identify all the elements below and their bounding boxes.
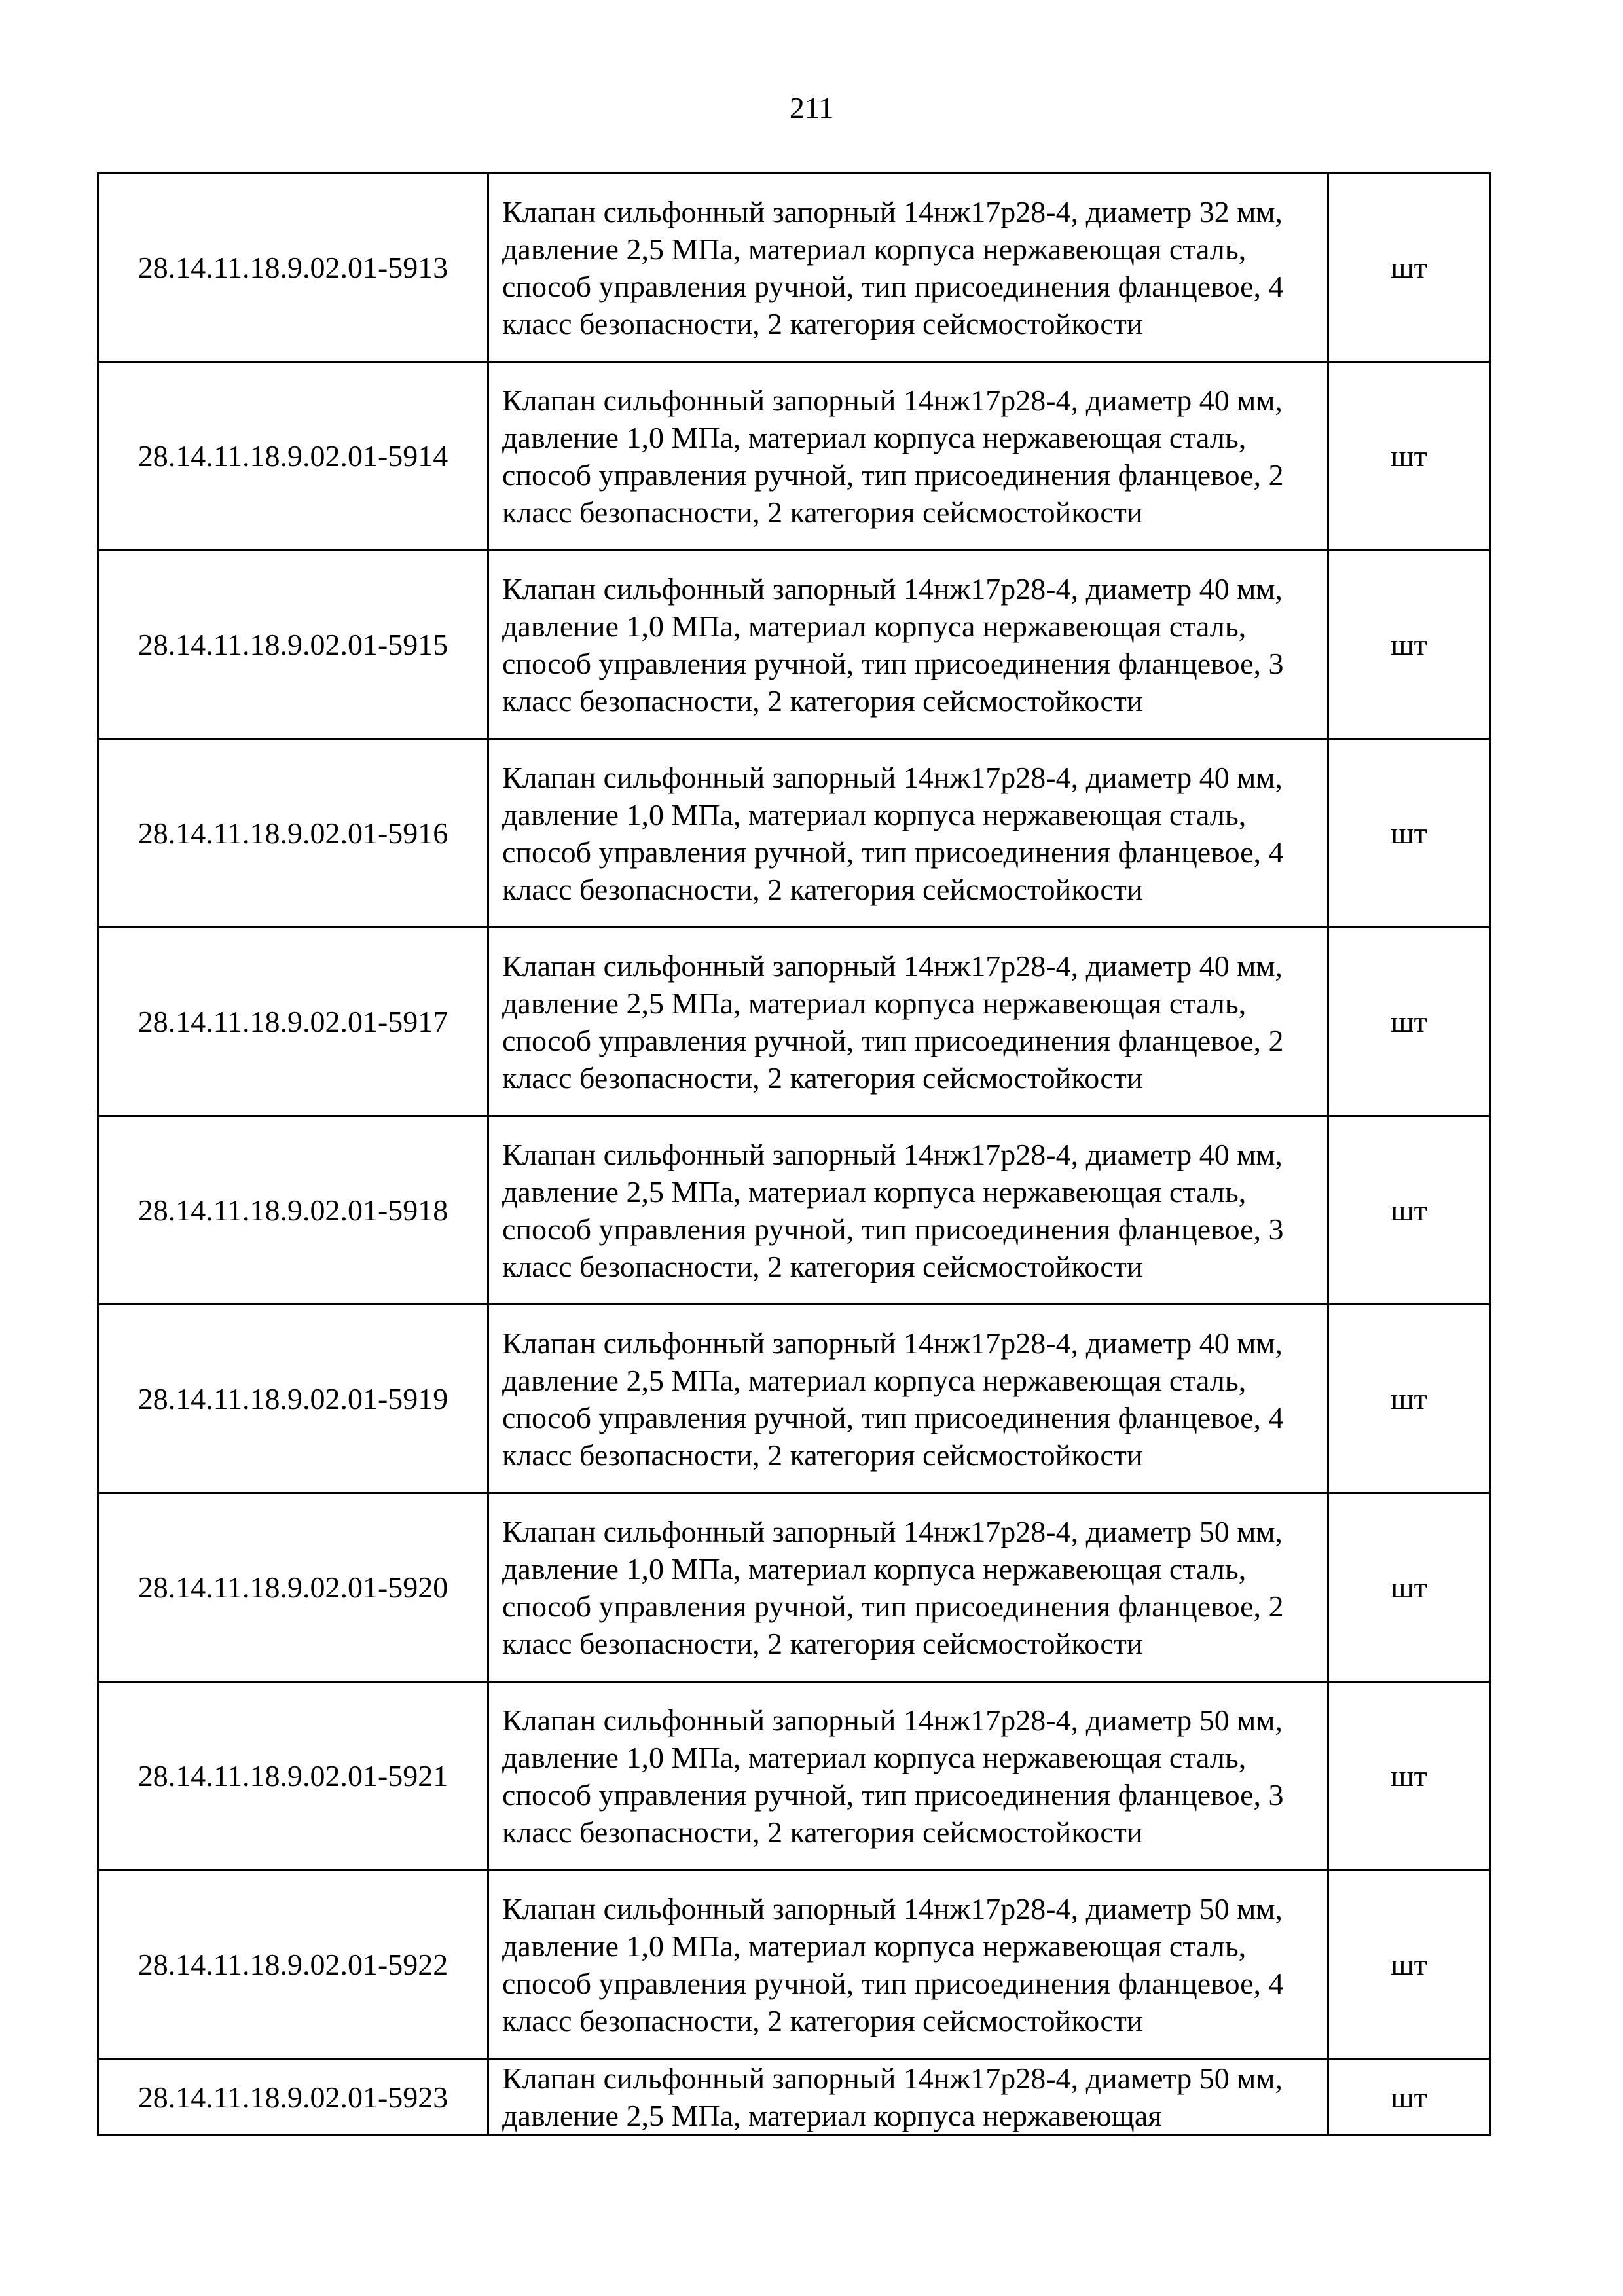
resource-code: 28.14.11.18.9.02.01-5923 <box>98 2059 488 2136</box>
unit-of-measure: шт <box>1328 1305 1490 1493</box>
resource-description <box>488 928 1328 1116</box>
table-row <box>98 173 1490 362</box>
table-row <box>98 1116 1490 1305</box>
description-text: Клапан сильфонный запорный 14нж17р28-4, диаметр 40 мм, давление 2,5 МПа, материал корпуса нержавеющая сталь, способ управления ручной, тип присоединения фланцевое, 3 класс безопасности, 2 категория сейсмостойкости <box>502 1137 1284 1283</box>
description-text: Клапан сильфонный запорный 14нж17р28-4, диаметр 50 мм, давление 1,0 МПа, материал корпуса нержавеющая сталь, способ управления ручной, тип присоединения фланцевое, 3 класс безопасности, 2 категория сейсмостойкости <box>502 1703 1284 1849</box>
description-text: Клапан сильфонный запорный 14нж17р28-4, диаметр 40 мм, давление 2,5 МПа, материал корпуса нержавеющая сталь, способ управления ручной, тип присоединения фланцевое, 2 класс безопасности, 2 категория сейсмостойкости <box>502 949 1284 1095</box>
resource-description <box>488 1305 1328 1493</box>
resource-description <box>488 1493 1328 1682</box>
resource-code: 28.14.11.18.9.02.01-5918 <box>98 1116 488 1305</box>
table-row <box>98 739 1490 928</box>
table-row <box>98 362 1490 551</box>
description-text: Клапан сильфонный запорный 14нж17р28-4, диаметр 32 мм, давление 2,5 МПа, материал корпуса нержавеющая сталь, способ управления ручной, тип присоединения фланцевое, 4 класс безопасности, 2 категория сейсмостойкости <box>502 194 1284 340</box>
unit-of-measure: шт <box>1328 362 1490 551</box>
unit-of-measure: шт <box>1328 1682 1490 1870</box>
resource-description <box>488 1870 1328 2059</box>
table-row <box>98 928 1490 1116</box>
resource-code: 28.14.11.18.9.02.01-5913 <box>98 173 488 362</box>
unit-of-measure: шт <box>1328 1493 1490 1682</box>
description-text: Клапан сильфонный запорный 14нж17р28-4, диаметр 40 мм, давление 1,0 МПа, материал корпуса нержавеющая сталь, способ управления ручной, тип присоединения фланцевое, 2 класс безопасности, 2 категория сейсмостойкости <box>502 383 1284 529</box>
unit-of-measure: шт <box>1328 2059 1490 2136</box>
resource-description <box>488 1116 1328 1305</box>
table-body <box>98 173 1490 2136</box>
table-row <box>98 551 1490 739</box>
resource-description <box>488 362 1328 551</box>
table-row <box>98 2059 1490 2136</box>
description-text: Клапан сильфонный запорный 14нж17р28-4, диаметр 50 мм, давление 1,0 МПа, материал корпуса нержавеющая сталь, способ управления ручной, тип присоединения фланцевое, 2 класс безопасности, 2 категория сейсмостойкости <box>502 1514 1284 1660</box>
unit-of-measure: шт <box>1328 739 1490 928</box>
unit-of-measure: шт <box>1328 551 1490 739</box>
resource-code: 28.14.11.18.9.02.01-5922 <box>98 1870 488 2059</box>
unit-of-measure: шт <box>1328 1870 1490 2059</box>
resource-description <box>488 739 1328 928</box>
table-row <box>98 1682 1490 1870</box>
resource-code: 28.14.11.18.9.02.01-5921 <box>98 1682 488 1870</box>
resource-description <box>488 551 1328 739</box>
description-text: Клапан сильфонный запорный 14нж17р28-4, диаметр 40 мм, давление 1,0 МПа, материал корпуса нержавеющая сталь, способ управления ручной, тип присоединения фланцевое, 3 класс безопасности, 2 категория сейсмостойкости <box>502 572 1284 718</box>
resource-table <box>97 172 1491 2136</box>
table-row <box>98 1493 1490 1682</box>
description-text: Клапан сильфонный запорный 14нж17р28-4, диаметр 40 мм, давление 2,5 МПа, материал корпуса нержавеющая сталь, способ управления ручной, тип присоединения фланцевое, 4 класс безопасности, 2 категория сейсмостойкости <box>502 1326 1284 1472</box>
resource-description <box>488 2059 1328 2136</box>
resource-description <box>488 173 1328 362</box>
resource-code: 28.14.11.18.9.02.01-5919 <box>98 1305 488 1493</box>
unit-of-measure: шт <box>1328 173 1490 362</box>
unit-of-measure: шт <box>1328 1116 1490 1305</box>
resource-code: 28.14.11.18.9.02.01-5920 <box>98 1493 488 1682</box>
page-number: 211 <box>789 91 834 124</box>
description-text: Клапан сильфонный запорный 14нж17р28-4, диаметр 50 мм, давление 2,5 МПа, материал корпуса нержавеющая <box>502 2062 1283 2132</box>
resource-code: 28.14.11.18.9.02.01-5914 <box>98 362 488 551</box>
description-text: Клапан сильфонный запорный 14нж17р28-4, диаметр 50 мм, давление 1,0 МПа, материал корпуса нержавеющая сталь, способ управления ручной, тип присоединения фланцевое, 4 класс безопасности, 2 категория сейсмостойкости <box>502 1891 1284 2037</box>
resource-code: 28.14.11.18.9.02.01-5915 <box>98 551 488 739</box>
table-row <box>98 1870 1490 2059</box>
resource-description <box>488 1682 1328 1870</box>
resource-code: 28.14.11.18.9.02.01-5917 <box>98 928 488 1116</box>
table-row <box>98 1305 1490 1493</box>
description-text: Клапан сильфонный запорный 14нж17р28-4, диаметр 40 мм, давление 1,0 МПа, материал корпуса нержавеющая сталь, способ управления ручной, тип присоединения фланцевое, 4 класс безопасности, 2 категория сейсмостойкости <box>502 760 1284 906</box>
unit-of-measure: шт <box>1328 928 1490 1116</box>
resource-code: 28.14.11.18.9.02.01-5916 <box>98 739 488 928</box>
